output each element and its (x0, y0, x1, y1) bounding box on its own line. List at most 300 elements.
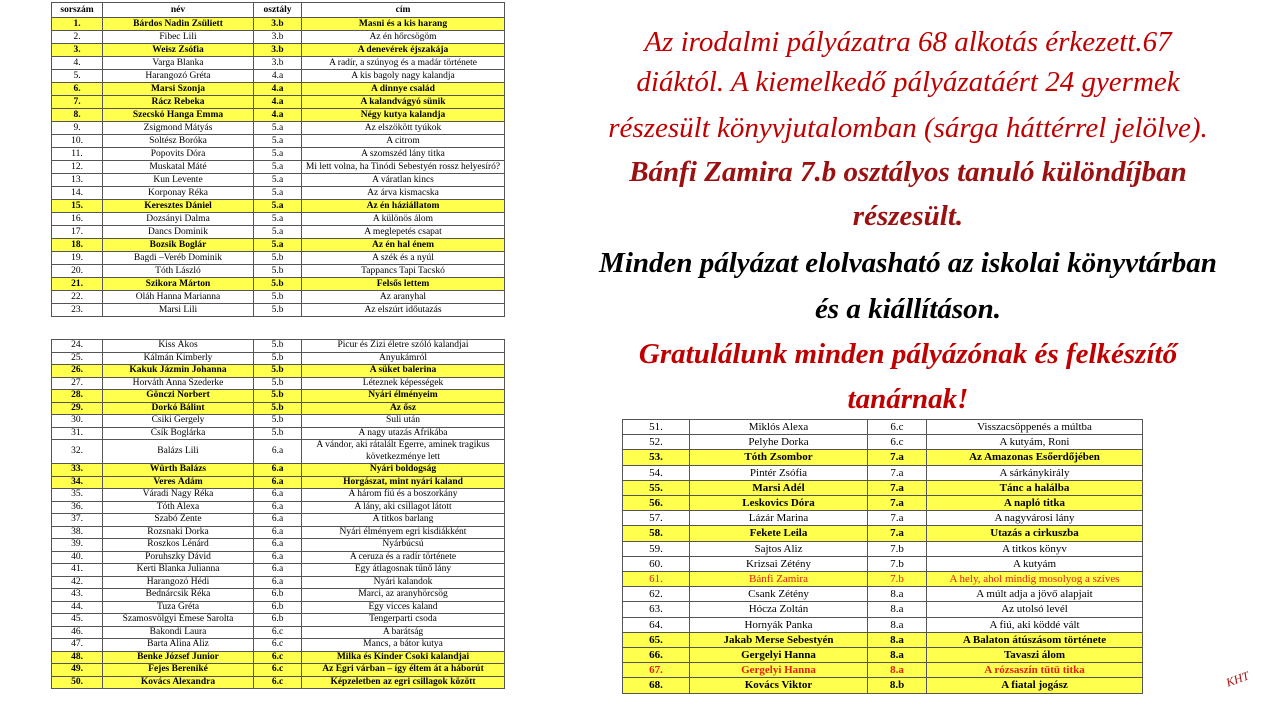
row-number: 21. (52, 278, 103, 291)
table-row (52, 390, 505, 403)
table-row (52, 601, 505, 614)
row-name: Tóth László (103, 265, 254, 278)
row-number: 2. (52, 31, 103, 44)
row-number: 3. (52, 44, 103, 57)
table-row (52, 122, 505, 135)
row-number: 26. (52, 365, 103, 378)
row-class: 3.b (254, 31, 302, 44)
row-class: 5.b (254, 402, 302, 415)
announce-line-9: tanárnak! (847, 383, 969, 415)
table-row (623, 420, 1143, 435)
table-row (52, 639, 505, 652)
table-row (52, 564, 505, 577)
row-name: Pintér Zsófia (690, 465, 868, 480)
row-class: 7.b (868, 572, 927, 587)
row-number: 34. (52, 476, 103, 489)
header-name: név (103, 3, 254, 18)
table-row (52, 83, 505, 96)
row-name: Kakuk Jázmin Johanna (103, 365, 254, 378)
row-class: 5.a (254, 200, 302, 213)
row-title: A múlt adja a jövő alapjait (927, 587, 1143, 602)
row-title: Az ősz (302, 402, 505, 415)
table-row (52, 377, 505, 390)
table-row (623, 435, 1143, 450)
row-title: Nyárbúcsú (302, 539, 505, 552)
table-row (52, 213, 505, 226)
row-title: Anyukámról (302, 352, 505, 365)
row-name: Gönczi Norbert (103, 390, 254, 403)
row-title: Nyári kalandok (302, 576, 505, 589)
row-number: 12. (52, 161, 103, 174)
row-number: 58. (623, 526, 690, 541)
entries-table-2 (51, 339, 505, 689)
row-title: A fiatal jogász (927, 678, 1143, 693)
row-number: 30. (52, 415, 103, 428)
row-title: Nyári élményeim (302, 390, 505, 403)
row-class: 7.a (868, 496, 927, 511)
row-number: 52. (623, 435, 690, 450)
announce-line-1: Az irodalmi pályázatra 68 alkotás érkezett.67 (644, 26, 1172, 58)
row-title: Tappancs Tapi Tacskó (302, 265, 505, 278)
row-number: 27. (52, 377, 103, 390)
row-number: 48. (52, 651, 103, 664)
row-number: 11. (52, 148, 103, 161)
entries-table-3 (622, 419, 1143, 694)
row-number: 31. (52, 427, 103, 440)
announce-line-6: Minden pályázat elolvasható az iskolai könyvtárban (599, 247, 1217, 279)
row-class: 8.a (868, 602, 927, 617)
signature: KHT (1224, 668, 1251, 690)
row-title: A radír, a szúnyog és a madár története (302, 57, 505, 70)
row-name: Oláh Hanna Marianna (103, 291, 254, 304)
table-row (52, 626, 505, 639)
row-class: 5.a (254, 239, 302, 252)
row-number: 51. (623, 420, 690, 435)
row-class: 6.c (254, 664, 302, 677)
table-row (52, 148, 505, 161)
row-name: Keresztes Dániel (103, 200, 254, 213)
table-row (52, 291, 505, 304)
row-number: 46. (52, 626, 103, 639)
row-number: 63. (623, 602, 690, 617)
row-number: 7. (52, 96, 103, 109)
row-class: 4.a (254, 70, 302, 83)
row-name: Bagdi –Veréb Dominik (103, 252, 254, 265)
row-name: Kiss Ákos (103, 340, 254, 353)
row-class: 4.a (254, 96, 302, 109)
row-class: 7.a (868, 450, 927, 465)
row-title: A szék és a nyúl (302, 252, 505, 265)
row-title: Az Egri várban – így éltem át a háborút (302, 664, 505, 677)
row-title: Milka és Kinder Csoki kalandjai (302, 651, 505, 664)
row-title: A ceruza és a radír története (302, 551, 505, 564)
announce-line-4: Bánfi Zamira 7.b osztályos tanuló különdíjban (629, 156, 1187, 188)
row-number: 64. (623, 617, 690, 632)
row-number: 49. (52, 664, 103, 677)
row-number: 28. (52, 390, 103, 403)
row-class: 7.a (868, 480, 927, 495)
row-title: A vándor, aki rátalált Egerre, aminek tragikus következménye lett (302, 440, 505, 464)
table-row (52, 135, 505, 148)
row-number: 36. (52, 501, 103, 514)
table-row (52, 427, 505, 440)
row-name: Pelyhe Dorka (690, 435, 868, 450)
table-row (52, 109, 505, 122)
row-title: Egy vicces kaland (302, 601, 505, 614)
row-number: 5. (52, 70, 103, 83)
row-class: 5.a (254, 174, 302, 187)
row-name: Dancs Dominik (103, 226, 254, 239)
row-name: Marsi Adél (690, 480, 868, 495)
row-number: 10. (52, 135, 103, 148)
table-row (52, 476, 505, 489)
row-class: 6.c (254, 651, 302, 664)
row-name: Miklós Alexa (690, 420, 868, 435)
announce-line-7: és a kiállításon. (814, 293, 1002, 325)
row-title: A kutyám, Roni (927, 435, 1143, 450)
row-title: Nyári élményem egri kisdiákként (302, 526, 505, 539)
row-name: Szikora Márton (103, 278, 254, 291)
row-class: 6.a (254, 501, 302, 514)
row-title: Az én háziállatom (302, 200, 505, 213)
row-number: 20. (52, 265, 103, 278)
row-number: 1. (52, 18, 103, 31)
row-name: Krizsai Zétény (690, 556, 868, 571)
row-title: A hely, ahol mindig mosolyog a szíves (927, 572, 1143, 587)
row-class: 5.b (254, 265, 302, 278)
row-name: Kálmán Kimberly (103, 352, 254, 365)
table-row (52, 57, 505, 70)
row-title: A lány, aki csillagot látott (302, 501, 505, 514)
row-class: 6.c (868, 420, 927, 435)
row-class: 5.b (254, 340, 302, 353)
row-number: 18. (52, 239, 103, 252)
table-row (52, 44, 505, 57)
row-class: 6.b (254, 589, 302, 602)
table-row (52, 539, 505, 552)
row-name: Lázár Marina (690, 511, 868, 526)
row-class: 5.a (254, 135, 302, 148)
row-name: Hornyák Panka (690, 617, 868, 632)
row-name: Würth Balázs (103, 464, 254, 477)
row-number: 54. (623, 465, 690, 480)
row-name: Bednárcsik Réka (103, 589, 254, 602)
row-number: 53. (623, 450, 690, 465)
row-number: 57. (623, 511, 690, 526)
table-row (52, 464, 505, 477)
table-row (52, 340, 505, 353)
row-name: Marsi Szonja (103, 83, 254, 96)
row-number: 41. (52, 564, 103, 577)
row-name: Benke József Junior (103, 651, 254, 664)
row-number: 62. (623, 587, 690, 602)
row-title: Horgászat, mint nyári kaland (302, 476, 505, 489)
row-name: Kovács Viktor (690, 678, 868, 693)
row-title: A titkos barlang (302, 514, 505, 527)
row-title: A három fiú és a boszorkány (302, 489, 505, 502)
row-class: 6.b (254, 601, 302, 614)
table-row (623, 648, 1143, 663)
row-number: 44. (52, 601, 103, 614)
header-title: cím (302, 3, 505, 18)
row-name: Dozsányi Dalma (103, 213, 254, 226)
row-title: A meglepetés csapat (302, 226, 505, 239)
row-number: 42. (52, 576, 103, 589)
row-name: Zsigmond Mátyás (103, 122, 254, 135)
row-title: Az én hőrcsögöm (302, 31, 505, 44)
row-name: Váradi Nagy Réka (103, 489, 254, 502)
table-row (52, 551, 505, 564)
row-name: Soltész Boróka (103, 135, 254, 148)
row-title: A különös álom (302, 213, 505, 226)
row-number: 40. (52, 551, 103, 564)
row-number: 55. (623, 480, 690, 495)
table-row (623, 465, 1143, 480)
row-class: 5.b (254, 278, 302, 291)
table-row (52, 252, 505, 265)
row-class: 5.b (254, 427, 302, 440)
row-number: 13. (52, 174, 103, 187)
table-row (52, 161, 505, 174)
row-name: Hócza Zoltán (690, 602, 868, 617)
table-row (52, 589, 505, 602)
row-title: Egy átlagosnak tűnő lány (302, 564, 505, 577)
row-title: Picur és Zizi életre szóló kalandjai (302, 340, 505, 353)
row-name: Rozsnaki Dorka (103, 526, 254, 539)
row-number: 45. (52, 614, 103, 627)
row-title: A rózsaszín tütü titka (927, 663, 1143, 678)
table-row (52, 651, 505, 664)
table-row (52, 676, 505, 689)
row-title: A szomszéd lány titka (302, 148, 505, 161)
row-title: A sárkánykirály (927, 465, 1143, 480)
row-name: Jakab Merse Sebestyén (690, 632, 868, 647)
row-name: Leskovics Dóra (690, 496, 868, 511)
table-row (623, 602, 1143, 617)
row-name: Bakondi Laura (103, 626, 254, 639)
row-name: Kovács Alexandra (103, 676, 254, 689)
table-row (623, 496, 1143, 511)
row-title: A citrom (302, 135, 505, 148)
row-class: 5.a (254, 226, 302, 239)
row-class: 8.b (868, 678, 927, 693)
row-class: 6.a (254, 539, 302, 552)
row-name: Poruhszky Dávid (103, 551, 254, 564)
row-number: 24. (52, 340, 103, 353)
table-row (52, 576, 505, 589)
row-name: Csank Zétény (690, 587, 868, 602)
row-number: 17. (52, 226, 103, 239)
row-class: 5.a (254, 213, 302, 226)
row-title: A nagy utazás Afrikába (302, 427, 505, 440)
row-class: 6.a (254, 551, 302, 564)
row-title: Tengerparti csoda (302, 614, 505, 627)
row-name: Barta Alina Aliz (103, 639, 254, 652)
row-name: Kerti Blanka Julianna (103, 564, 254, 577)
row-name: Gergelyi Hanna (690, 663, 868, 678)
row-title: Az elszúrt időutazás (302, 304, 505, 317)
table-row (52, 96, 505, 109)
row-class: 5.b (254, 291, 302, 304)
table-row (52, 304, 505, 317)
row-name: Balázs Lili (103, 440, 254, 464)
row-class: 6.c (254, 639, 302, 652)
header-no: sorszám (52, 3, 103, 18)
row-title: A fiú, aki köddé vált (927, 617, 1143, 632)
table-row (52, 200, 505, 213)
row-class: 6.c (868, 435, 927, 450)
table-row (52, 614, 505, 627)
row-number: 29. (52, 402, 103, 415)
row-number: 32. (52, 440, 103, 464)
row-title: Négy kutya kalandja (302, 109, 505, 122)
row-name: Muskatal Máté (103, 161, 254, 174)
row-class: 5.b (254, 390, 302, 403)
table-row (52, 239, 505, 252)
entries-table-1 (51, 2, 505, 317)
row-class: 3.b (254, 18, 302, 31)
row-class: 5.a (254, 187, 302, 200)
row-name: Harangozó Hédi (103, 576, 254, 589)
table-row (52, 226, 505, 239)
row-title: A kis bagoly nagy kalandja (302, 70, 505, 83)
row-title: Az árva kismacska (302, 187, 505, 200)
row-name: Harangozó Gréta (103, 70, 254, 83)
row-class: 3.b (254, 44, 302, 57)
table-row (52, 352, 505, 365)
row-title: A dinnye család (302, 83, 505, 96)
row-title: Mancs, a bátor kutya (302, 639, 505, 652)
announce-line-2: diáktól. A kiemelkedő pályázatáért 24 gyermek (636, 66, 1180, 98)
row-name: Tuza Gréta (103, 601, 254, 614)
row-title: A Balaton átúszásom története (927, 632, 1143, 647)
row-number: 39. (52, 539, 103, 552)
row-class: 8.a (868, 587, 927, 602)
row-name: Roszkos Lénárd (103, 539, 254, 552)
row-class: 7.a (868, 465, 927, 480)
row-number: 65. (623, 632, 690, 647)
row-number: 56. (623, 496, 690, 511)
table-row (623, 511, 1143, 526)
table-row (623, 587, 1143, 602)
row-title: A napló titka (927, 496, 1143, 511)
row-name: Szamosvölgyi Emese Sarolta (103, 614, 254, 627)
row-number: 59. (623, 541, 690, 556)
announce-line-5: részesült. (852, 200, 964, 232)
row-class: 5.b (254, 252, 302, 265)
row-title: A váratlan kincs (302, 174, 505, 187)
table-row (623, 663, 1143, 678)
row-class: 7.b (868, 556, 927, 571)
table-row (623, 632, 1143, 647)
row-title: Tavaszi álom (927, 648, 1143, 663)
row-title: A nagyvárosi lány (927, 511, 1143, 526)
table-row (623, 450, 1143, 465)
row-title: Az aranyhal (302, 291, 505, 304)
row-class: 8.a (868, 632, 927, 647)
row-number: 60. (623, 556, 690, 571)
row-class: 5.b (254, 415, 302, 428)
row-name: Korponay Réka (103, 187, 254, 200)
row-number: 15. (52, 200, 103, 213)
table-row (623, 526, 1143, 541)
row-number: 25. (52, 352, 103, 365)
table-row (52, 174, 505, 187)
row-name: Csiki Gergely (103, 415, 254, 428)
row-number: 43. (52, 589, 103, 602)
row-class: 6.a (254, 440, 302, 464)
row-name: Horváth Anna Szederke (103, 377, 254, 390)
row-name: Szabó Zente (103, 514, 254, 527)
table-row (52, 402, 505, 415)
row-title: Suli után (302, 415, 505, 428)
table-row (52, 278, 505, 291)
table-row (52, 489, 505, 502)
row-number: 9. (52, 122, 103, 135)
row-title: A süket balerina (302, 365, 505, 378)
row-title: Felsős lettem (302, 278, 505, 291)
row-number: 8. (52, 109, 103, 122)
announce-line-8: Gratulálunk minden pályázónak és felkészítő (638, 338, 1178, 370)
table-row (52, 31, 505, 44)
row-title: Az utolsó levél (927, 602, 1143, 617)
row-class: 6.a (254, 514, 302, 527)
row-name: Csík Boglárka (103, 427, 254, 440)
row-class: 4.a (254, 83, 302, 96)
row-name: Gergelyi Hanna (690, 648, 868, 663)
table-row (52, 664, 505, 677)
row-number: 16. (52, 213, 103, 226)
row-number: 6. (52, 83, 103, 96)
row-class: 4.a (254, 109, 302, 122)
row-class: 6.b (254, 614, 302, 627)
row-class: 5.b (254, 352, 302, 365)
row-name: Tóth Zsombor (690, 450, 868, 465)
table-row (52, 501, 505, 514)
table-row (52, 415, 505, 428)
row-class: 7.a (868, 526, 927, 541)
row-title: Mi lett volna, ha Tinódi Sebestyén rossz helyesíró? (302, 161, 505, 174)
row-title: Képzeletben az egri csillagok között (302, 676, 505, 689)
announce-line-3: részesült könyvjutalomban (sárga háttérrel jelölve). (608, 112, 1208, 144)
row-class: 6.a (254, 489, 302, 502)
row-name: Fekete Leila (690, 526, 868, 541)
row-title: A denevérek éjszakája (302, 44, 505, 57)
row-title: Az én hal énem (302, 239, 505, 252)
row-number: 33. (52, 464, 103, 477)
row-number: 68. (623, 678, 690, 693)
row-name: Fejes Bereniké (103, 664, 254, 677)
row-name: Tóth Alexa (103, 501, 254, 514)
row-name: Sajtos Aliz (690, 541, 868, 556)
row-number: 23. (52, 304, 103, 317)
row-class: 6.c (254, 676, 302, 689)
row-number: 35. (52, 489, 103, 502)
row-class: 6.a (254, 526, 302, 539)
row-number: 50. (52, 676, 103, 689)
table-header (52, 3, 505, 18)
row-name: Varga Blanka (103, 57, 254, 70)
row-name: Dorkó Bálint (103, 402, 254, 415)
table-row (52, 18, 505, 31)
row-class: 5.a (254, 122, 302, 135)
row-name: Rácz Rebeka (103, 96, 254, 109)
row-class: 5.a (254, 148, 302, 161)
row-class: 6.c (254, 626, 302, 639)
table-row (623, 480, 1143, 495)
row-class: 7.a (868, 511, 927, 526)
table-row (623, 572, 1143, 587)
